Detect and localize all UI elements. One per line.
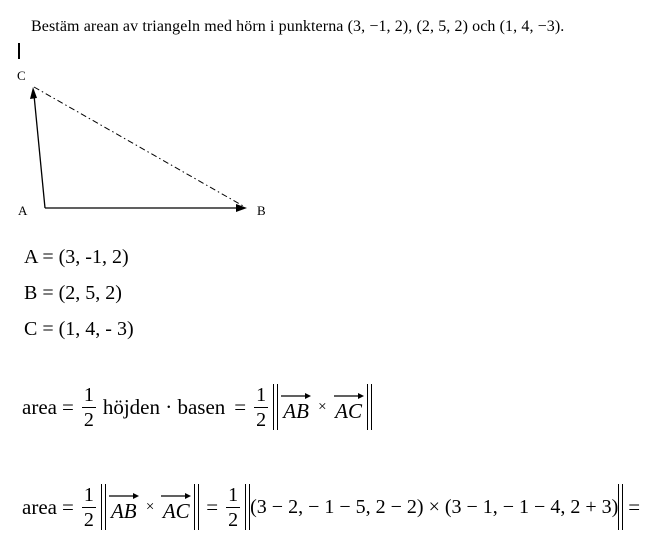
trailing-equals: = xyxy=(628,494,641,519)
height-times-base: höjden · basen xyxy=(102,394,226,419)
triangle-diagram xyxy=(0,60,300,230)
arrow-c xyxy=(30,87,37,99)
problem-statement: Bestäm arean av triangeln med hörn i punkterna (3, −1, 2), (2, 5, 2) och (1, 4, −3). xyxy=(31,18,565,35)
vertex-label-a: A xyxy=(18,203,28,218)
norm-expression xyxy=(101,484,199,530)
norm-bar-right xyxy=(618,484,623,530)
equals-sign: = xyxy=(61,494,74,519)
vertex-label-b: B xyxy=(257,203,266,218)
equals-sign: = xyxy=(234,394,247,419)
edge-cb-dashed xyxy=(34,87,245,207)
area-formula-1 xyxy=(22,384,374,430)
fraction-numerator: 1 xyxy=(83,383,94,406)
fraction-half xyxy=(82,485,96,530)
point-b: B = (2, 5, 2) xyxy=(24,282,122,304)
cross-product-expression: (3 − 2, − 1 − 5, 2 − 2) × (3 − 1, − 1 − 4, 2 + 3) xyxy=(250,495,619,518)
vector-ab: AB xyxy=(280,392,312,422)
fraction-denominator: 2 xyxy=(228,508,239,531)
fraction-half xyxy=(254,385,268,430)
fraction-denominator: 2 xyxy=(83,408,94,431)
fraction-half xyxy=(226,485,240,530)
cross-sign: × xyxy=(145,498,155,515)
area-label: area xyxy=(22,494,57,519)
text-cursor xyxy=(18,43,20,59)
norm-bar-right xyxy=(194,484,199,530)
vector-ac: AC xyxy=(333,392,365,422)
norm-bar-left xyxy=(101,484,106,530)
fraction-denominator: 2 xyxy=(83,508,94,531)
norm-bar-right xyxy=(367,384,372,430)
area-label: area xyxy=(22,394,57,419)
fraction-numerator: 1 xyxy=(256,383,267,406)
fraction-denominator: 2 xyxy=(256,408,267,431)
fraction-numerator: 1 xyxy=(228,483,239,506)
point-c: C = (1, 4, - 3) xyxy=(24,318,134,340)
norm-bar-left xyxy=(273,384,278,430)
equals-sign: = xyxy=(206,494,219,519)
cross-sign: × xyxy=(318,398,327,415)
norm-expression xyxy=(273,384,371,430)
edge-ac xyxy=(34,95,45,208)
fraction-numerator: 1 xyxy=(83,483,94,506)
vector-ac: AC xyxy=(160,492,192,522)
vector-ab: AB xyxy=(108,492,140,522)
fraction-half xyxy=(82,385,96,430)
vertex-label-c: C xyxy=(17,68,26,83)
equals-sign: = xyxy=(61,394,74,419)
norm-expression-expanded xyxy=(245,484,623,530)
point-a: A = (3, -1, 2) xyxy=(24,246,129,268)
area-formula-2 xyxy=(22,484,640,530)
